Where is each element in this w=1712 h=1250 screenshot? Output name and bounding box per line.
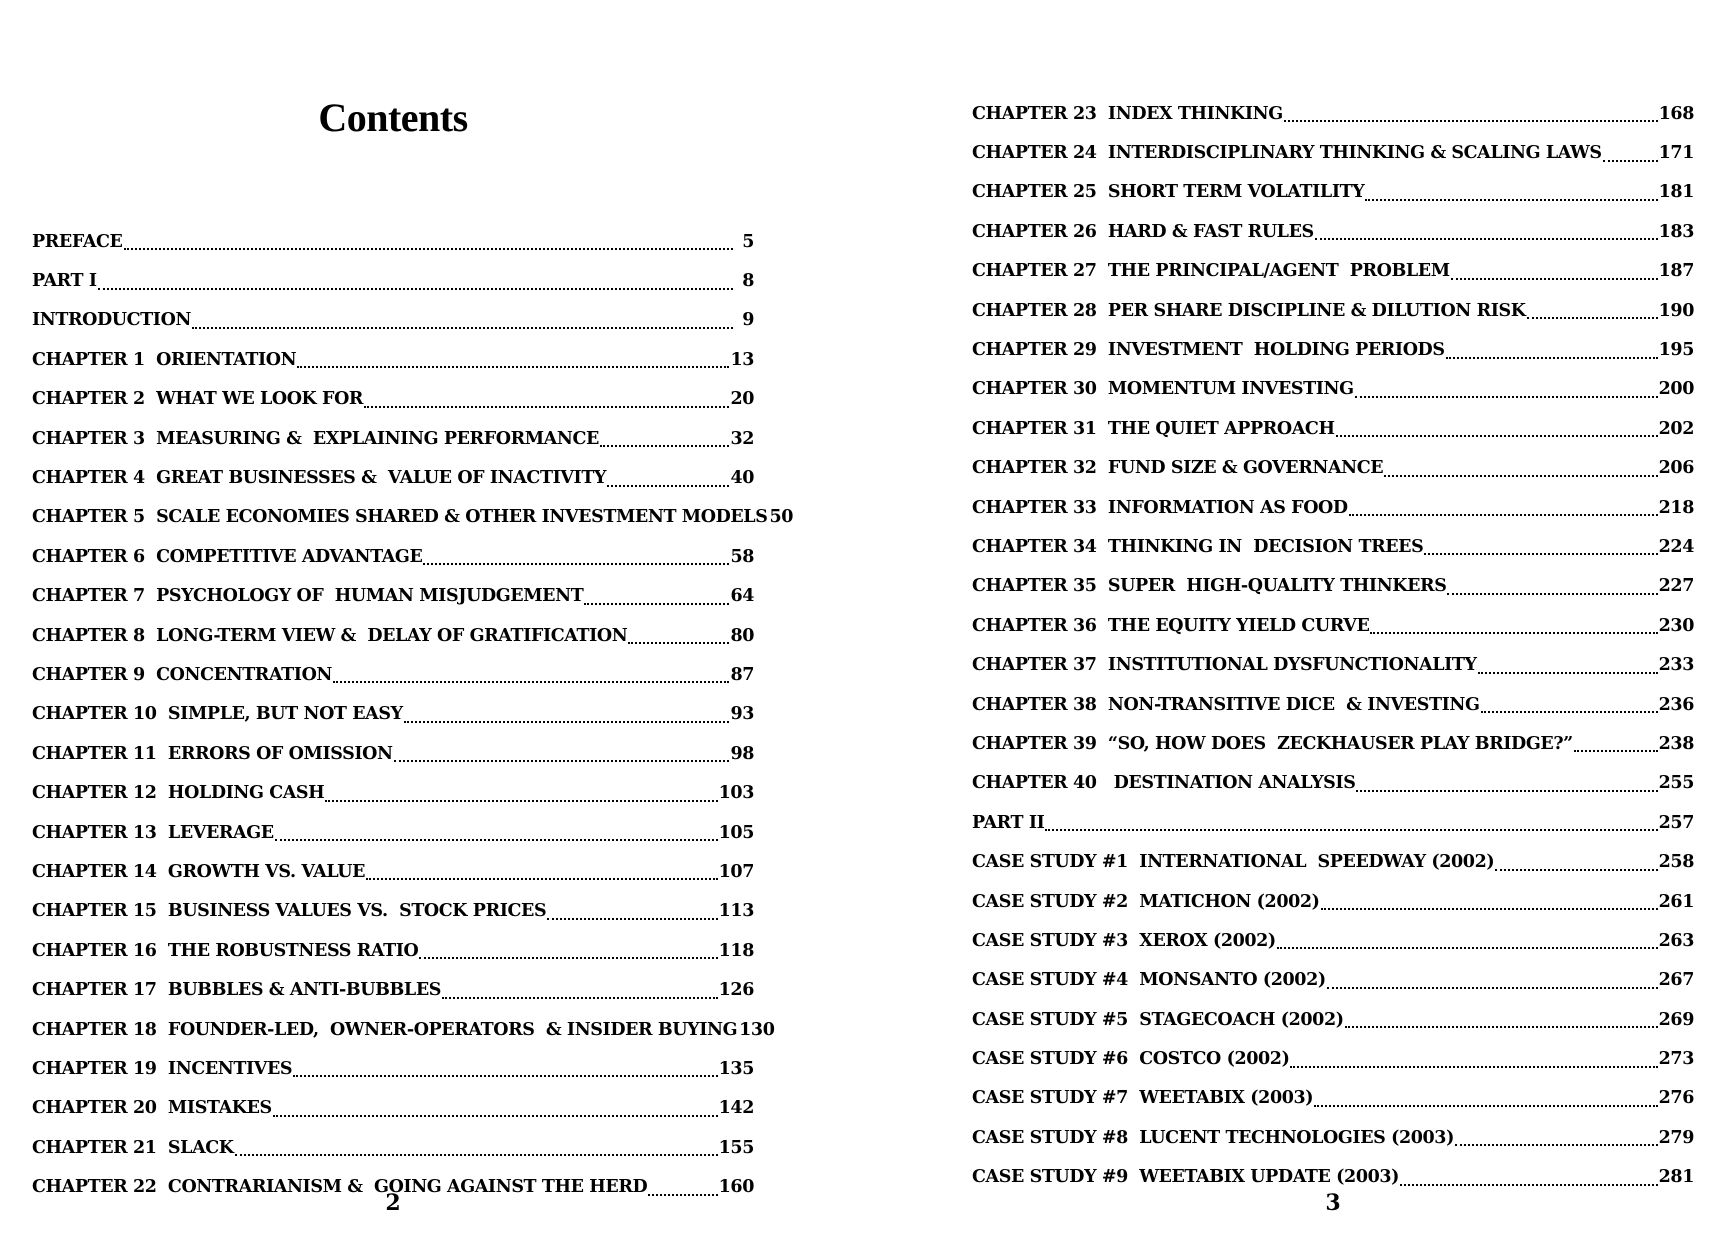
toc-entry-page: 190 (1658, 300, 1694, 321)
dot-leader (293, 1074, 718, 1077)
toc-entry-page: 227 (1658, 576, 1694, 597)
toc-entry-page: 105 (718, 822, 754, 843)
dot-leader (1345, 1025, 1658, 1028)
toc-entry-label: CHAPTER 4 GREAT BUSINESSES & VALUE OF INACTIVITY (32, 468, 607, 489)
toc-entry-page: 187 (1658, 261, 1694, 282)
toc-entry[interactable] (32, 616, 754, 655)
toc-entry-page: 5 (742, 231, 754, 252)
toc-entry-page: 142 (718, 1098, 754, 1119)
dot-leader (584, 602, 729, 605)
dot-leader (1447, 592, 1657, 595)
toc-entry-page: 20 (730, 389, 754, 410)
toc-entry-label: CHAPTER 9 CONCENTRATION (32, 664, 333, 685)
toc-entry[interactable] (972, 921, 1694, 960)
toc-entry-page: 160 (718, 1177, 754, 1198)
toc-entry[interactable] (32, 773, 754, 812)
toc-entry[interactable] (32, 970, 754, 1009)
dot-leader (1603, 159, 1658, 162)
dot-leader (1336, 434, 1658, 437)
toc-entry-label: CHAPTER 5 SCALE ECONOMIES SHARED & OTHER INVESTMENT MODELS (32, 507, 768, 528)
toc-entry[interactable] (972, 488, 1694, 527)
toc-entry-label: CHAPTER 12 HOLDING CASH (32, 783, 325, 804)
dot-leader (1451, 277, 1658, 280)
toc-entry-label: CASE STUDY #3 XEROX (2002) (972, 930, 1276, 951)
toc-entry-page: 87 (730, 664, 754, 685)
dot-leader (1356, 789, 1657, 792)
dot-leader (404, 720, 730, 723)
toc-entry-page: 130 (739, 1019, 775, 1040)
toc-entry-label: CHAPTER 11 ERRORS OF OMISSION (32, 743, 393, 764)
toc-entry-label: CHAPTER 25 SHORT TERM VOLATILITY (972, 182, 1365, 203)
toc-entry-page: 224 (1658, 536, 1694, 557)
toc-entry-label: CHAPTER 7 PSYCHOLOGY OF HUMAN MISJUDGEMENT (32, 586, 584, 607)
toc-entry-label: CHAPTER 33 INFORMATION AS FOOD (972, 497, 1348, 518)
dot-leader (275, 838, 718, 841)
toc-entry-page: 263 (1658, 930, 1694, 951)
toc-entry[interactable] (972, 133, 1694, 172)
toc-entry-page: 80 (730, 625, 754, 646)
toc-entry-label: CHAPTER 10 SIMPLE, BUT NOT EASY (32, 704, 403, 725)
toc-entry-label: CHAPTER 24 INTERDISCIPLINARY THINKING & SCALING LAWS (972, 143, 1602, 164)
toc-entry[interactable] (972, 645, 1694, 684)
toc-entry-page: 257 (1658, 812, 1694, 833)
toc-entry[interactable] (972, 370, 1694, 409)
toc-entry-label: CHAPTER 15 BUSINESS VALUES VS. STOCK PRICES (32, 901, 547, 922)
toc-entry-page: 218 (1658, 497, 1694, 518)
toc-entry[interactable] (972, 173, 1694, 212)
toc-entry[interactable] (972, 527, 1694, 566)
toc-entry-label: CASE STUDY #7 WEETABIX (2003) (972, 1088, 1314, 1109)
page-number-left: 2 (385, 1190, 401, 1216)
toc-entry-page: 276 (1658, 1088, 1694, 1109)
contents-title: Contents (318, 95, 468, 140)
dot-leader (1277, 946, 1658, 949)
toc-entry-page: 113 (718, 901, 754, 922)
dot-leader (1574, 749, 1658, 752)
toc-entry[interactable] (32, 852, 754, 891)
toc-entry-label: CHAPTER 39 “SO, HOW DOES ZECKHAUSER PLAY BRIDGE?” (972, 733, 1573, 754)
toc-entry[interactable] (972, 685, 1694, 724)
toc-entry-page: 200 (1658, 379, 1694, 400)
toc-entry[interactable] (32, 340, 754, 379)
toc-entry[interactable] (972, 94, 1694, 133)
toc-entry-page: 118 (718, 940, 754, 961)
toc-list-left (32, 222, 793, 1207)
toc-entry[interactable] (972, 961, 1694, 1000)
toc-entry[interactable] (972, 409, 1694, 448)
toc-entry-label: CHAPTER 26 HARD & FAST RULES (972, 221, 1314, 242)
dot-leader (1284, 119, 1658, 122)
toc-entry[interactable] (32, 931, 754, 970)
toc-entry[interactable] (32, 537, 754, 576)
toc-entry[interactable] (972, 567, 1694, 606)
dot-leader (628, 641, 729, 644)
toc-entry-label: CHAPTER 3 MEASURING & EXPLAINING PERFORMANCE (32, 428, 599, 449)
dot-leader (1045, 828, 1657, 831)
dot-leader (98, 287, 733, 290)
dot-leader (442, 996, 718, 999)
toc-entry[interactable] (972, 1000, 1694, 1039)
toc-entry-label: CHAPTER 13 LEVERAGE (32, 822, 274, 843)
dot-leader (235, 1153, 718, 1156)
toc-entry[interactable] (32, 813, 754, 852)
toc-entry-page: 13 (730, 349, 754, 370)
toc-entry-label: CHAPTER 18 FOUNDER-LED, OWNER-OPERATORS & INSIDER BUYING (32, 1019, 738, 1040)
toc-entry[interactable] (972, 291, 1694, 330)
left-page (32, 0, 793, 1250)
toc-entry-page: 281 (1658, 1167, 1694, 1188)
toc-entry[interactable] (32, 222, 754, 261)
dot-leader (333, 680, 729, 683)
toc-entry-page: 236 (1658, 694, 1694, 715)
dot-leader (419, 956, 717, 959)
toc-entry-page: 126 (718, 980, 754, 1001)
toc-entry[interactable] (972, 606, 1694, 645)
toc-entry-page: 168 (1658, 103, 1694, 124)
toc-entry-label: CASE STUDY #2 MATICHON (2002) (972, 891, 1320, 912)
toc-entry-page: 230 (1658, 615, 1694, 636)
toc-entry-page: 107 (718, 861, 754, 882)
toc-entry-label: CHAPTER 21 SLACK (32, 1137, 234, 1158)
toc-entry-label: CASE STUDY #5 STAGECOACH (2002) (972, 1009, 1344, 1030)
toc-entry[interactable] (32, 1128, 754, 1167)
toc-entry-page: 98 (730, 743, 754, 764)
toc-entry-page: 279 (1658, 1127, 1694, 1148)
dot-leader (366, 877, 718, 880)
toc-entry-label: CHAPTER 36 THE EQUITY YIELD CURVE (972, 615, 1370, 636)
dot-leader (1327, 986, 1658, 989)
toc-entry[interactable] (972, 1079, 1694, 1118)
toc-entry[interactable] (972, 1039, 1694, 1078)
dot-leader (1321, 907, 1658, 910)
toc-entry-label: CASE STUDY #9 WEETABIX UPDATE (2003) (972, 1167, 1400, 1188)
toc-entry-page: 255 (1658, 773, 1694, 794)
toc-entry-label: CHAPTER 22 CONTRARIANISM & GOING AGAINST THE HERD (32, 1177, 648, 1198)
toc-entry-label: PART II (972, 812, 1045, 833)
toc-entry-page: 32 (730, 428, 754, 449)
dot-leader (600, 444, 730, 447)
dot-leader (364, 405, 729, 408)
toc-entry[interactable] (32, 577, 754, 616)
toc-entry-label: CASE STUDY #6 COSTCO (2002) (972, 1049, 1290, 1070)
dot-leader (273, 1114, 718, 1117)
toc-entry-label: CHAPTER 30 MOMENTUM INVESTING (972, 379, 1354, 400)
toc-entry[interactable] (32, 655, 754, 694)
dot-leader (1349, 513, 1658, 516)
toc-entry-label: CHAPTER 28 PER SHARE DISCIPLINE & DILUTION RISK (972, 300, 1526, 321)
dot-leader (1400, 1183, 1658, 1186)
toc-entry-label: INTRODUCTION (32, 310, 192, 331)
dot-leader (394, 759, 730, 762)
toc-entry[interactable] (32, 301, 754, 340)
toc-entry-page: 171 (1658, 143, 1694, 164)
toc-entry[interactable] (972, 330, 1694, 369)
toc-entry-page: 258 (1658, 852, 1694, 873)
dot-leader (423, 562, 729, 565)
dot-leader (1290, 1065, 1657, 1068)
dot-leader (1355, 395, 1658, 398)
toc-list-right (972, 94, 1694, 1197)
toc-entry[interactable] (972, 252, 1694, 291)
right-page (972, 0, 1694, 1250)
toc-entry-label: CHAPTER 35 SUPER HIGH-QUALITY THINKERS (972, 576, 1447, 597)
toc-entry-label: CHAPTER 23 INDEX THINKING (972, 103, 1283, 124)
toc-entry-page: 40 (730, 468, 754, 489)
toc-entry[interactable] (972, 803, 1694, 842)
toc-entry[interactable] (972, 449, 1694, 488)
toc-entry-page: 195 (1658, 340, 1694, 361)
toc-entry[interactable] (32, 380, 754, 419)
toc-entry[interactable] (32, 695, 754, 734)
toc-entry[interactable] (32, 734, 754, 773)
toc-entry-page: 202 (1658, 418, 1694, 439)
toc-entry-page: 103 (718, 783, 754, 804)
toc-entry[interactable] (32, 1010, 775, 1049)
toc-entry-label: CHAPTER 20 MISTAKES (32, 1098, 272, 1119)
toc-entry[interactable] (32, 419, 754, 458)
toc-entry-label: CHAPTER 31 THE QUIET APPROACH (972, 418, 1335, 439)
toc-entry-label: PREFACE (32, 231, 123, 252)
toc-entry-label: CHAPTER 37 INSTITUTIONAL DYSFUNCTIONALITY (972, 655, 1477, 676)
toc-entry[interactable] (32, 498, 793, 537)
dot-leader (1365, 198, 1657, 201)
toc-entry-page: 267 (1658, 970, 1694, 991)
toc-entry-label: CHAPTER 40 DESTINATION ANALYSIS (972, 773, 1356, 794)
dot-leader (1370, 631, 1657, 634)
toc-entry-page: 238 (1658, 733, 1694, 754)
toc-entry[interactable] (972, 1118, 1694, 1157)
toc-entry[interactable] (972, 842, 1694, 881)
toc-entry[interactable] (972, 764, 1694, 803)
toc-entry-page: 64 (730, 586, 754, 607)
toc-entry-label: CHAPTER 29 INVESTMENT HOLDING PERIODS (972, 340, 1445, 361)
toc-entry[interactable] (972, 882, 1694, 921)
toc-entry-label: PART I (32, 271, 97, 292)
toc-entry-label: CHAPTER 19 INCENTIVES (32, 1058, 293, 1079)
toc-entry-page: 9 (742, 310, 754, 331)
dot-leader (607, 484, 729, 487)
toc-entry-label: CHAPTER 14 GROWTH VS. VALUE (32, 861, 366, 882)
toc-entry-label: CHAPTER 27 THE PRINCIPAL/AGENT PROBLEM (972, 261, 1450, 282)
toc-entry-page: 233 (1658, 655, 1694, 676)
dot-leader (1315, 237, 1658, 240)
toc-entry-page: 261 (1658, 891, 1694, 912)
dot-leader (1478, 671, 1658, 674)
toc-entry[interactable] (32, 458, 754, 497)
toc-entry-label: CASE STUDY #4 MONSANTO (2002) (972, 970, 1326, 991)
dot-leader (1446, 356, 1658, 359)
toc-entry-label: CHAPTER 32 FUND SIZE & GOVERNANCE (972, 458, 1384, 479)
toc-entry-label: CHAPTER 8 LONG-TERM VIEW & DELAY OF GRATIFICATION (32, 625, 628, 646)
toc-entry[interactable] (972, 212, 1694, 251)
dot-leader (1384, 474, 1657, 477)
dot-leader (297, 365, 729, 368)
toc-entry-label: CHAPTER 17 BUBBLES & ANTI-BUBBLES (32, 980, 441, 1001)
toc-entry-page: 93 (730, 704, 754, 725)
toc-entry-label: CHAPTER 38 NON-TRANSITIVE DICE & INVESTING (972, 694, 1480, 715)
toc-entry-page: 50 (769, 507, 793, 528)
dot-leader (325, 799, 717, 802)
toc-entry-page: 135 (718, 1058, 754, 1079)
toc-entry[interactable] (32, 1049, 754, 1088)
toc-entry-label: CHAPTER 6 COMPETITIVE ADVANTAGE (32, 546, 423, 567)
toc-entry-label: CHAPTER 16 THE ROBUSTNESS RATIO (32, 940, 419, 961)
dot-leader (1481, 710, 1658, 713)
dot-leader (1527, 316, 1658, 319)
toc-entry[interactable] (32, 1089, 754, 1128)
toc-entry-page: 58 (730, 546, 754, 567)
toc-entry[interactable] (32, 261, 754, 300)
dot-leader (1314, 1104, 1657, 1107)
toc-entry-page: 8 (742, 271, 754, 292)
toc-entry-page: 273 (1658, 1049, 1694, 1070)
toc-entry[interactable] (32, 892, 754, 931)
toc-entry-page: 269 (1658, 1009, 1694, 1030)
toc-entry-label: CASE STUDY #1 INTERNATIONAL SPEEDWAY (2002) (972, 852, 1495, 873)
dot-leader (547, 917, 717, 920)
dot-leader (1495, 868, 1657, 871)
toc-entry-page: 181 (1658, 182, 1694, 203)
toc-entry[interactable] (972, 724, 1694, 763)
toc-entry-label: CHAPTER 34 THINKING IN DECISION TREES (972, 536, 1424, 557)
toc-entry-page: 155 (718, 1137, 754, 1158)
toc-entry-page: 183 (1658, 221, 1694, 242)
toc-entry-label: CHAPTER 1 ORIENTATION (32, 349, 297, 370)
dot-leader (1455, 1143, 1658, 1146)
toc-entry-page: 206 (1658, 458, 1694, 479)
dot-leader (192, 326, 733, 329)
dot-leader (1424, 552, 1657, 555)
toc-entry-label: CHAPTER 2 WHAT WE LOOK FOR (32, 389, 364, 410)
page-number-right: 3 (1325, 1190, 1341, 1216)
toc-entry-label: CASE STUDY #8 LUCENT TECHNOLOGIES (2003) (972, 1127, 1454, 1148)
dot-leader (124, 247, 734, 250)
